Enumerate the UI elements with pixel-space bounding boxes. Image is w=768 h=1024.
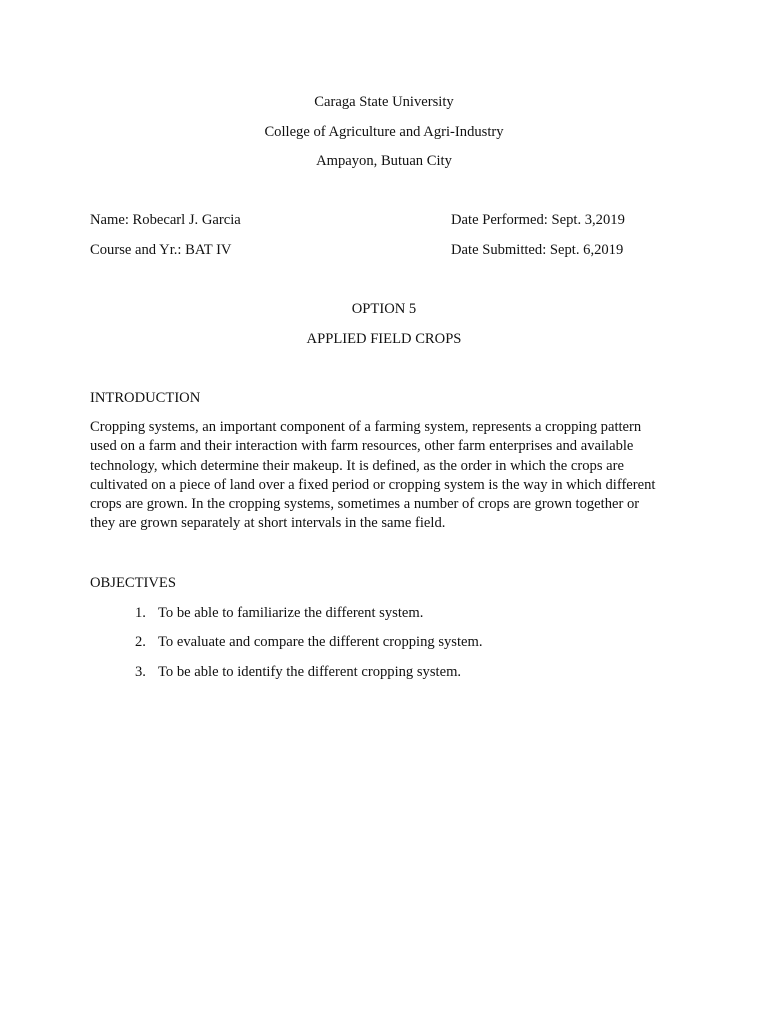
list-number: 1.	[135, 605, 146, 621]
objective-text: To evaluate and compare the different cropping system.	[158, 634, 483, 650]
objective-text: To be able to familiarize the different system.	[158, 605, 424, 621]
list-number: 3.	[135, 664, 146, 680]
objectives-heading: OBJECTIVES	[90, 575, 176, 591]
paragraph-line: used on a farm and their interaction with farm resources, other farm enterprises and available	[90, 438, 634, 455]
paragraph-line: crops are grown. In the cropping systems, sometimes a number of crops are grown together or	[90, 496, 640, 513]
date-submitted: Date Submitted: Sept. 6,2019	[451, 242, 624, 258]
introduction-heading: INTRODUCTION	[90, 390, 201, 406]
college-name: College of Agriculture and Agri-Industry	[264, 124, 504, 140]
university-name: Caraga State University	[314, 94, 454, 110]
subject-title: APPLIED FIELD CROPS	[306, 331, 462, 347]
list-number: 2.	[135, 634, 146, 650]
date-performed: Date Performed: Sept. 3,2019	[451, 212, 625, 228]
option-title: OPTION 5	[351, 301, 417, 317]
address: Ampayon, Butuan City	[316, 153, 452, 169]
paragraph-line: technology, which determine their makeup. It is defined, as the order in which the crops are	[90, 457, 624, 474]
paragraph-line: they are grown separately at short intervals in the same field.	[90, 515, 446, 532]
objective-text: To be able to identify the different cropping system.	[158, 664, 462, 680]
introduction-paragraph	[90, 418, 690, 534]
paragraph-line: Cropping systems, an important component of a farming system, represents a cropping pattern	[90, 419, 642, 435]
paragraph-line: cultivated on a piece of land over a fixed period or cropping system is the way in which different	[90, 476, 656, 493]
student-name: Name: Robecarl J. Garcia	[90, 212, 241, 228]
course-year: Course and Yr.: BAT IV	[90, 242, 232, 258]
